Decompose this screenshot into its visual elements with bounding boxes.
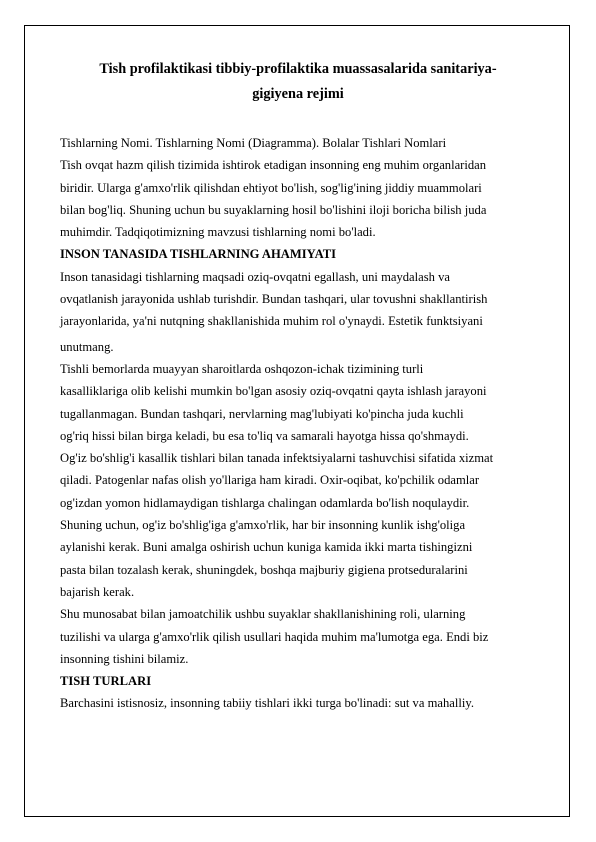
text-line: qiladi. Patogenlar nafas olish yo'llariga ham kiradi. Oxir-oqibat, ko'pchilik odamlar <box>60 473 480 488</box>
text-line: ovqatlanish jarayonida ushlab turishdir. Bundan tashqari, ular tovushni shakllantirish <box>60 292 488 307</box>
text-line: bilan bog'liq. Shuning uchun bu suyaklarning hosil bo'lishini iloji boricha bilish juda <box>60 202 487 217</box>
document-title <box>60 57 536 107</box>
text-line: Og'iz bo'shlig'i kasallik tishlari bilan tanada infektsiyalarni tashuvchisi sifatida xizmat <box>60 451 494 466</box>
text-line: tugallanmagan. Bundan tashqari, nervlarning mag'lubiyati ko'pincha juda kuchli <box>60 406 464 421</box>
section-heading-tooth-types: TISH TURLARI <box>60 674 152 689</box>
text-line: Barchasini istisnosiz, insonning tabiiy tishlari ikki turga bo'linadi: sut va mahalliy. <box>60 696 474 711</box>
document-title-line-1: Tish profilaktikasi tibbiy-profilaktika muassasalarida sanitariya- <box>99 61 497 77</box>
text-line: muhimdir. Tadqiqotimizning mavzusi tishlarning nomi bo'ladi. <box>60 225 376 240</box>
text-line: Tishli bemorlarda muayyan sharoitlarda oshqozon-ichak tizimining turli <box>60 361 424 376</box>
section-heading-importance: INSON TANASIDA TISHLARNING AHAMIYATI <box>60 247 337 262</box>
text-line: bajarish kerak. <box>60 584 135 599</box>
text-line: Shuning uchun, og'iz bo'shlig'iga g'amxo'rlik, har bir insonning kunlik ishg'oliga <box>60 518 466 533</box>
text-line: pasta bilan tozalash kerak, shuningdek, boshqa majburiy gigiena protseduralarini <box>60 562 468 577</box>
text-line: biridir. Ularga g'amxo'rlik qilishdan ehtiyot bo'lish, sog'lig'ining jiddiy muammolari <box>60 180 482 195</box>
text-line: aylanishi kerak. Buni amalga oshirish uchun kuniga kamida ikki marta tishingizni <box>60 540 473 555</box>
subtitle-line: Tishlarning Nomi. Tishlarning Nomi (Diagramma). Bolalar Tishlari Nomlari <box>60 136 447 150</box>
text-line: tuzilishi va ularga g'amxo'rlik qilish usullari haqida muhim ma'lumotga ega. Endi biz <box>60 629 489 644</box>
text-line: unutmang. <box>60 339 114 354</box>
text-line: og'riq hissi bilan birga keladi, bu esa to'liq va samarali hayotga hissa qo'shmaydi. <box>60 428 469 443</box>
text-line: insonning tishini bilamiz. <box>60 651 189 666</box>
text-line: Tish ovqat hazm qilish tizimida ishtirok etadigan insonning eng muhim organlaridan <box>60 158 487 173</box>
text-line: Shu munosabat bilan jamoatchilik ushbu suyaklar shakllanishining roli, ularning <box>60 607 466 622</box>
text-line: Inson tanasidagi tishlarning maqsadi oziq-ovqatni egallash, uni maydalash va <box>60 269 450 284</box>
text-line: og'izdan yomon hidlamaydigan tishlarga chalingan odamlarda bo'lish noqulaydir. <box>60 495 470 510</box>
text-line: kasalliklariga olib kelishi mumkin bo'lgan asosiy oziq-ovqatni qayta ishlash jarayoni <box>60 384 487 399</box>
document-title-line-2: gigiyena rejimi <box>252 86 344 102</box>
document-body <box>60 132 550 715</box>
text-line: jarayonlarida, ya'ni nutqning shakllanishida muhim rol o'ynaydi. Estetik funktsiyani <box>60 314 483 329</box>
